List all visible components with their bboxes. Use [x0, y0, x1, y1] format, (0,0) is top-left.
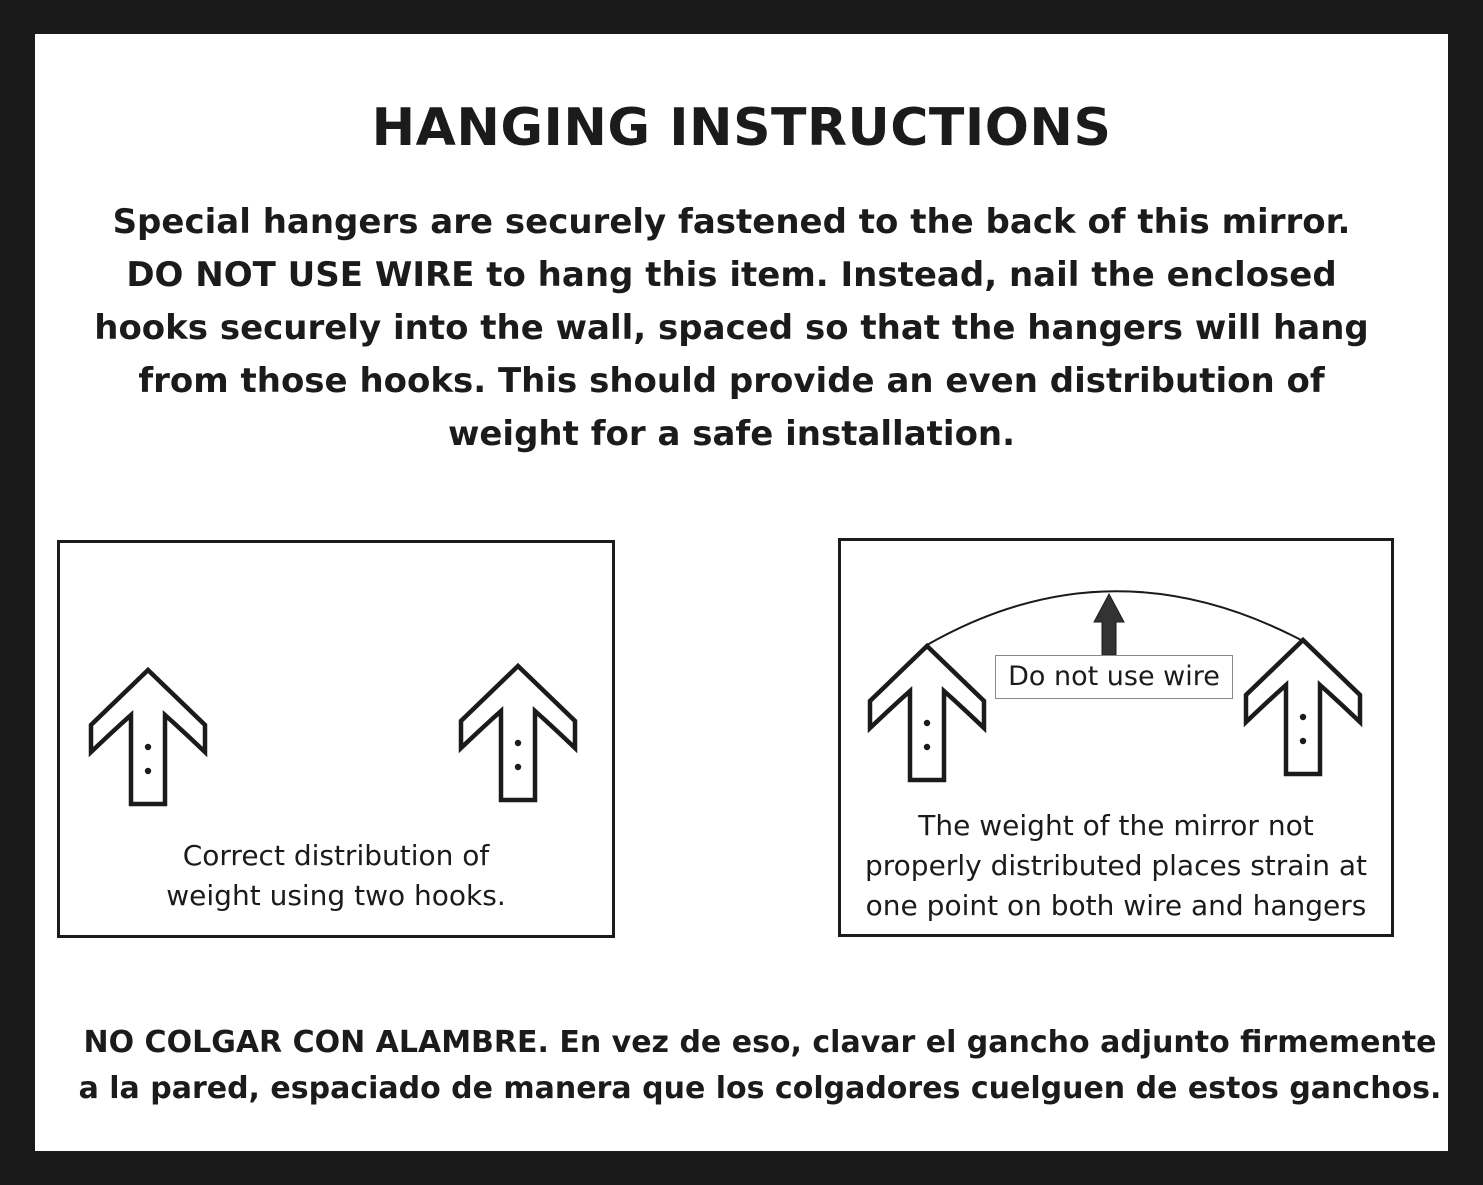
intro-line: DO NOT USE WIRE to hang this item. Instead, nail the enclosed [126, 255, 1337, 295]
spanish-line: a la pared, espaciado de manera que los colgadores cuelguen de estos ganchos. [78, 1071, 1442, 1106]
intro-line: from those hooks. This should provide an even distribution of [138, 361, 1325, 401]
do-not-use-wire-label: Do not use wire [995, 655, 1233, 699]
incorrect-distribution-caption [838, 806, 1394, 926]
intro-line: hooks securely into the wall, spaced so that the hangers will hang [94, 308, 1369, 348]
intro-line: Special hangers are securely fastened to the back of this mirror. [112, 202, 1351, 242]
solid-up-arrow-icon [1094, 594, 1124, 655]
caption-line: Correct distribution of [182, 839, 490, 872]
correct-distribution-caption [57, 836, 615, 916]
intro-line: weight for a safe installation. [447, 414, 1016, 454]
caption-line: one point on both wire and hangers [865, 889, 1367, 922]
spanish-line: NO COLGAR CON ALAMBRE. En vez de eso, clavar el gancho adjunto firmemente [83, 1025, 1437, 1060]
hanger-left-2-icon [461, 666, 575, 800]
hanger-right-1-icon [870, 646, 984, 780]
hanger-left-1-icon [91, 670, 205, 804]
spanish-instructions [60, 1020, 1460, 1112]
hanger-right-2-icon [1246, 640, 1360, 774]
caption-line: weight using two hooks. [166, 879, 506, 912]
page-title: HANGING INSTRUCTIONS [371, 98, 1112, 158]
caption-line: properly distributed places strain at [865, 849, 1367, 882]
caption-line: The weight of the mirror not [918, 809, 1314, 842]
